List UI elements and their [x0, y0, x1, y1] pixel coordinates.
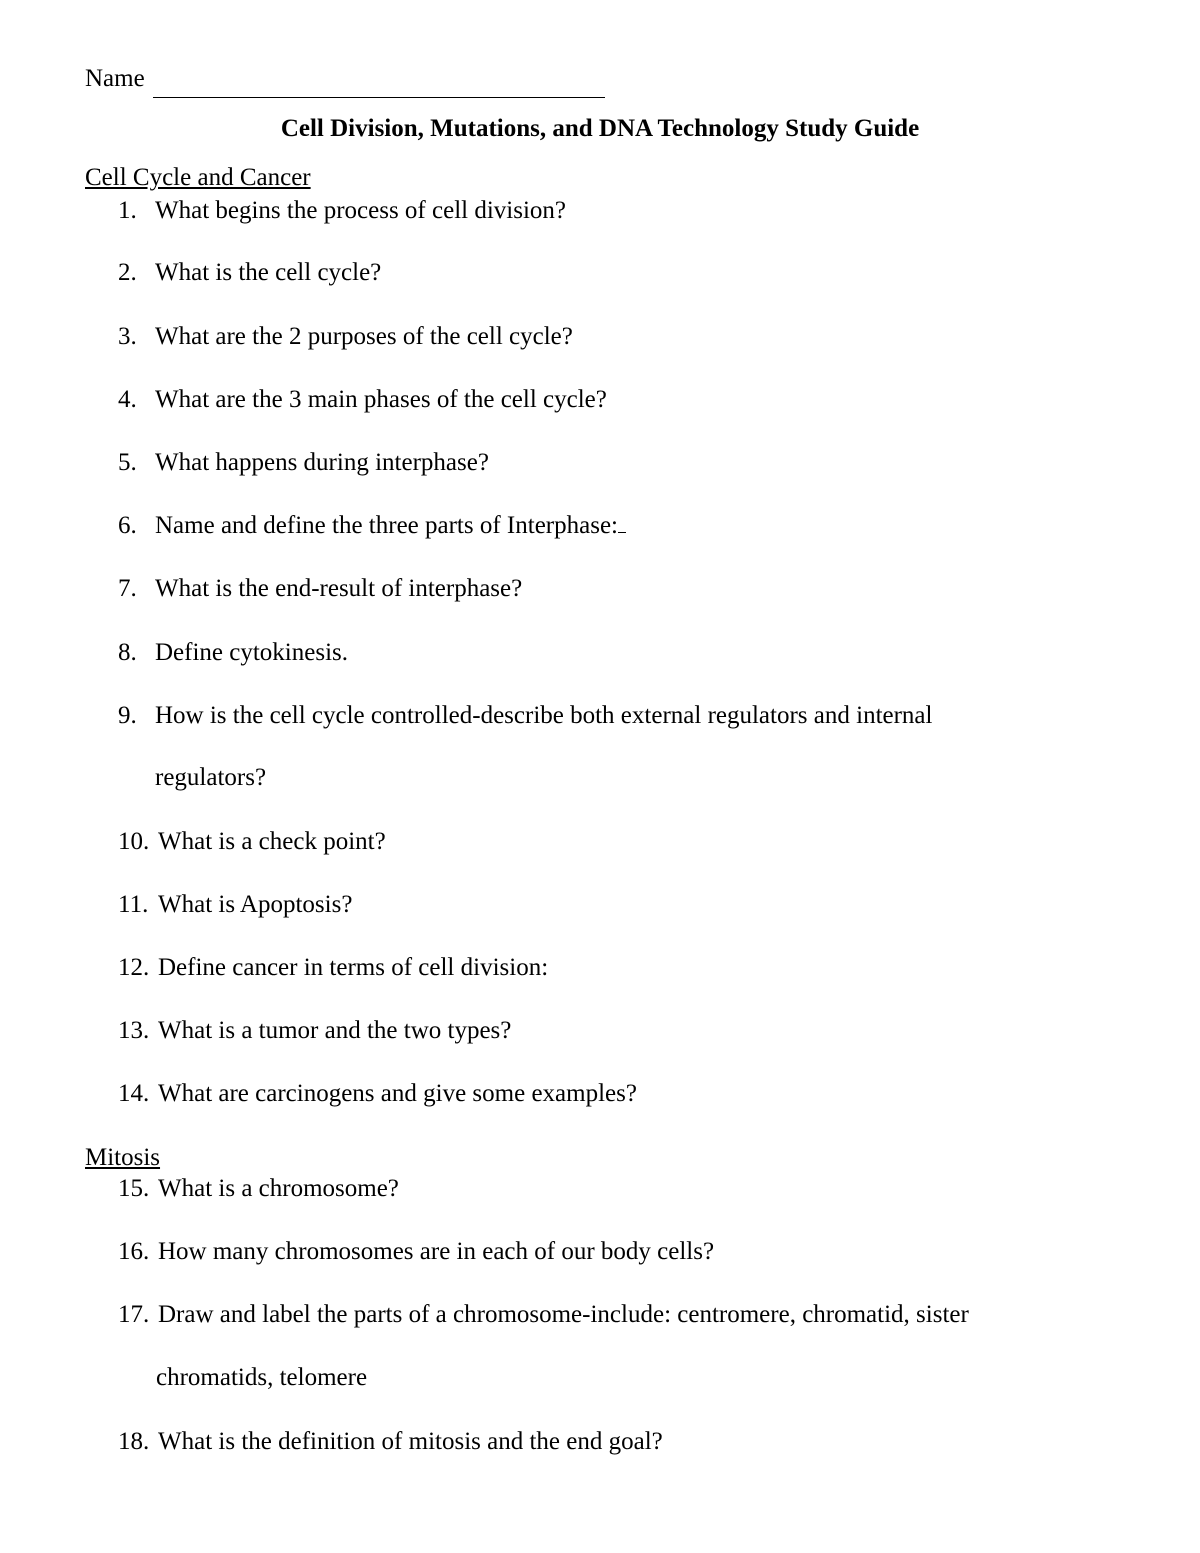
- section-heading-mitosis: Mitosis: [85, 1144, 161, 1171]
- question-number: 1.: [118, 197, 137, 224]
- question-number: 10.: [118, 828, 150, 855]
- question-number: 2.: [118, 259, 137, 286]
- section-heading-cell-cycle: Cell Cycle and Cancer: [85, 164, 311, 191]
- name-label: Name: [85, 65, 145, 92]
- question-number: 3.: [118, 323, 137, 350]
- question-text: What are the 2 purposes of the cell cycle?: [155, 323, 573, 350]
- question-text: Define cancer in terms of cell division:: [158, 954, 549, 981]
- question-text-continuation: chromatids, telomere: [156, 1364, 368, 1391]
- question-text-continuation: regulators?: [155, 764, 267, 791]
- question-number: 12.: [118, 954, 150, 981]
- question-text: What is the cell cycle?: [155, 259, 382, 286]
- question-text: What are carcinogens and give some examples?: [158, 1080, 637, 1107]
- question-number: 15.: [118, 1175, 150, 1202]
- question-text: What is the definition of mitosis and the end goal?: [158, 1428, 663, 1455]
- question-number: 18.: [118, 1428, 150, 1455]
- question-text: What is a chromosome?: [158, 1175, 399, 1202]
- question-text: How many chromosomes are in each of our body cells?: [158, 1238, 715, 1265]
- question-number: 11.: [118, 891, 149, 918]
- question-number: 7.: [118, 575, 137, 602]
- question-number: 9.: [118, 702, 137, 729]
- question-text: What is Apoptosis?: [158, 891, 353, 918]
- question-text: How is the cell cycle controlled-describe both external regulators and internal: [155, 702, 933, 729]
- question-text: Name and define the three parts of Interphase:: [155, 512, 618, 539]
- question-text-wrap: [155, 511, 626, 541]
- question-number: 5.: [118, 449, 137, 476]
- question-text: What happens during interphase?: [155, 449, 489, 476]
- question-number: 16.: [118, 1238, 150, 1265]
- question-number: 14.: [118, 1080, 150, 1107]
- question-text: Draw and label the parts of a chromosome-include: centromere, chromatid, sister: [158, 1301, 969, 1328]
- answer-blank[interactable]: [618, 512, 626, 533]
- page-title: Cell Division, Mutations, and DNA Technology Study Guide: [280, 115, 920, 142]
- name-blank-line[interactable]: [153, 96, 605, 98]
- question-text: What begins the process of cell division?: [155, 197, 566, 224]
- question-number: 17.: [118, 1301, 150, 1328]
- question-text: What are the 3 main phases of the cell cycle?: [155, 386, 607, 413]
- question-number: 8.: [118, 639, 137, 666]
- question-text: What is a tumor and the two types?: [158, 1017, 512, 1044]
- question-text: What is a check point?: [158, 828, 386, 855]
- question-number: 6.: [118, 512, 137, 539]
- question-number: 4.: [118, 386, 137, 413]
- name-field-line: [85, 64, 605, 94]
- question-number: 13.: [118, 1017, 150, 1044]
- question-text: What is the end-result of interphase?: [155, 575, 523, 602]
- question-text: Define cytokinesis.: [155, 639, 349, 666]
